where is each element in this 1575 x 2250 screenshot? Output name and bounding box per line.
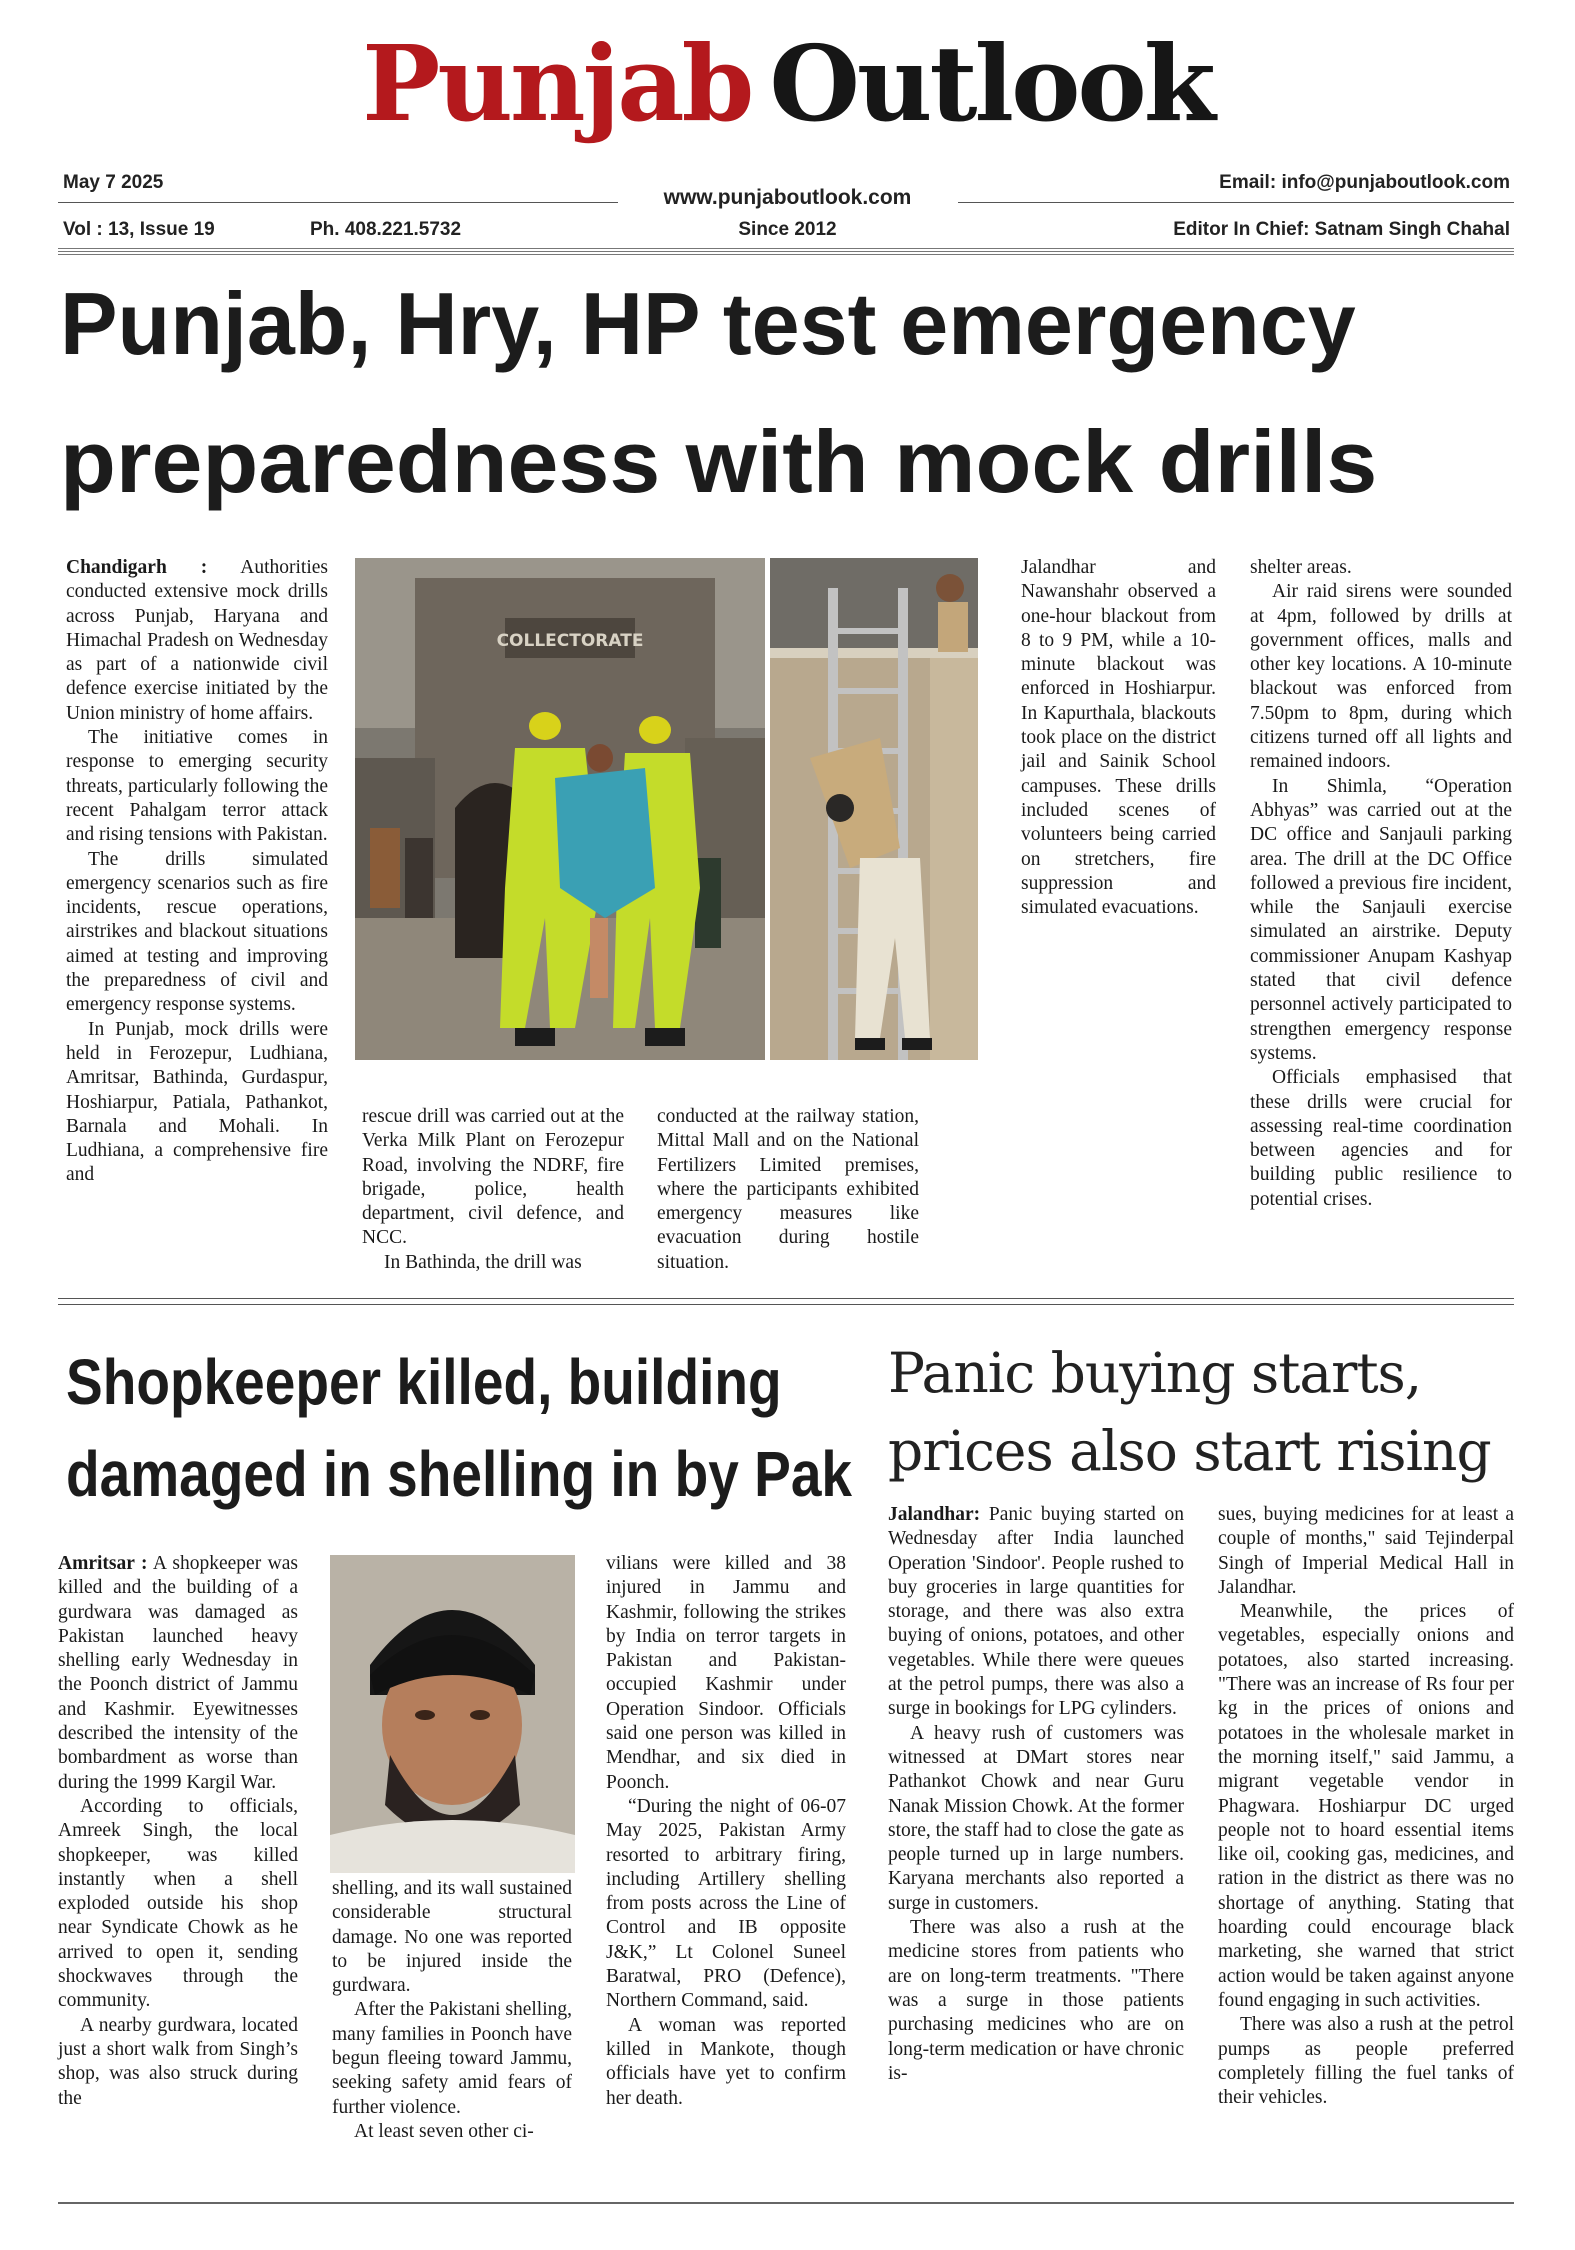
- story3-c1-p1: Panic buying started on Wednesday after India launched Operation 'Sindoor'. People rushed to buy groceries in large quantities for storage, and there was also extra buying of onions, potatoes, and other vegetables. While there were queues at the petrol pumps, there was also a surge in bookings for LPG cylinders.: [888, 1504, 1185, 1720]
- story1-c1-p4: In Punjab, mock drills were held in Ferozepur, Ludhiana, Amritsar, Bathinda, Gurdaspur, Hoshiarpur, Patiala, Pathankot, Barnala and Mohali. In Ludhiana, a comprehensive fire and: [66, 1018, 328, 1186]
- meta-rule-right: [958, 202, 1514, 203]
- story1-c5-p4: Officials emphasised that these drills were crucial for assessing real-time coordination between agencies and for building public resilience to potential crises.: [1250, 1067, 1512, 1210]
- story1-dateline: Chandigarh :: [66, 557, 208, 578]
- since-year: Since 2012: [738, 219, 837, 240]
- photo-amreek-singh: [330, 1555, 575, 1873]
- masthead-word-outlook: Outlook: [769, 22, 1213, 145]
- story2-c1-p3: A nearby gurdwara, located just a short walk from Singh’s shop, was also struck during the: [58, 2014, 298, 2109]
- story1-c2-p2: In Bathinda, the drill was: [384, 1251, 582, 1273]
- story2-c3-p2: “During the night of 06-07 May 2025, Pakistan Army resorted to arbitrary firing, including Artillery shelling from posts across the Line of Control and IB opposite J&K,” Lt Colonel Suneel Baratwal, PRO (Defence), Northern Command, said.: [606, 1795, 846, 2012]
- story1-headline-line2: preparedness with mock drills: [60, 412, 1378, 511]
- photo-police-ladder: [770, 558, 978, 1060]
- story2-column-1: [58, 1552, 298, 2111]
- story1-c2-p1: rescue drill was carried out at the Verka Milk Plant on Ferozepur Road, involving the NDRF, fire brigade, police, health department, civil defence, and NCC.: [362, 1106, 624, 1249]
- photo-collectorate-drill: [355, 558, 765, 1060]
- story3-c2-p1: sues, buying medicines for at least a couple of months," said Tejinderpal Singh of Imperial Medical Hall in Jalandhar.: [1218, 1504, 1514, 1598]
- story1-c5-p1: shelter areas.: [1250, 557, 1352, 578]
- volume-issue: Vol : 13, Issue 19: [63, 219, 215, 240]
- footer-rule: [58, 2202, 1514, 2204]
- story1-column-3: [657, 1105, 919, 1275]
- story3-headline-line2: prices also start rising: [888, 1419, 1491, 1483]
- masthead-word-punjab: Punjab: [362, 22, 752, 145]
- story1-c1-p3: The drills simulated emergency scenarios such as fire incidents, rescue operations, airstrikes and blackout situations aimed at testing and improving the preparedness of civil and emergency response systems.: [66, 848, 328, 1016]
- story1-column-4a: [1021, 556, 1216, 920]
- story2-c1-p2: According to officials, Amreek Singh, the local shopkeeper, was killed instantly when a shell exploded outside his shop near Syndicate Chowk as he arrived to open it, sending shockwaves through the community.: [58, 1795, 298, 2012]
- story2-column-3: [606, 1552, 846, 2111]
- story1-c1-p1: Authorities conducted extensive mock drills across Punjab, Haryana and Himachal Pradesh on Wednesday as part of a nationwide civil defence exercise initiated by the Union ministry of home affairs.: [66, 557, 328, 724]
- story3-column-1: [888, 1503, 1184, 2086]
- story2-headline-line2: damaged in shelling in by Pak: [66, 1438, 853, 1510]
- story2-c2-p1: shelling, and its wall sustained considerable structural damage. No one was reported to be injured inside the gurdwara.: [332, 1878, 572, 1997]
- story3-c1-p3: There was also a rush at the medicine stores from patients who are on long-term treatments. "There was a surge in those patients purchasing medicines who are on long-term medication or have chronic is-: [888, 1917, 1184, 2084]
- story2-c2-p2: After the Pakistani shelling, many families in Poonch have begun fleeing toward Jammu, seeking safety amid fears of further violence.: [332, 1999, 572, 2118]
- story3-dateline: Jalandhar:: [888, 1504, 981, 1525]
- phone-number: Ph. 408.221.5732: [310, 219, 462, 240]
- story3-c2-p3: There was also a rush at the petrol pumps as people preferred completely filling the fuel tanks of their vehicles.: [1218, 2014, 1514, 2109]
- story1-column-1: [66, 556, 328, 1188]
- story1-column-2: [362, 1105, 624, 1275]
- story3-headline-line1: Panic buying starts,: [888, 1341, 1422, 1405]
- story2-c3-p1: vilians were killed and 38 injured in Jammu and Kashmir, following the strikes by India on terror targets in Pakistan and Pakistan-occupied Kashmir under Operation Sindoor. Officials said one person was killed in Mendhar, and six died in Poonch.: [606, 1553, 846, 1793]
- story2-dateline: Amritsar :: [58, 1553, 148, 1574]
- email-link[interactable]: Email: info@punjaboutlook.com: [1219, 172, 1510, 193]
- story2-c1-p1: A shopkeeper was killed and the building of a gurdwara was damaged as Pakistan launched heavy shelling early Wednesday in the Poonch district of Jammu and Kashmir. Eyewitnesses described the intensity of the bombardment as worse than during the 1999 Kargil War.: [58, 1553, 298, 1793]
- story1-column-5: [1250, 556, 1512, 1212]
- masthead-divider: [58, 248, 1514, 257]
- story3-column-2: [1218, 1503, 1514, 2110]
- story1-c1-p2: The initiative comes in response to emerging security threats, particularly following the recent Pahalgam terror attack and rising tensions with Pakistan.: [66, 727, 328, 846]
- story2-c3-p3: A woman was reported killed in Mankote, though officials have yet to confirm her death.: [606, 2014, 846, 2109]
- section-divider: [58, 1298, 1514, 1305]
- editor-in-chief: Editor In Chief: Satnam Singh Chahal: [1173, 219, 1510, 240]
- meta-rule-left: [58, 202, 618, 203]
- story1-c5-p2: Air raid sirens were sounded at 4pm, followed by drills at government offices, malls and other key locations. A 10-minute blackout was enforced from 7.50pm to 8pm, during which citizens turned off all lights and remained indoors.: [1250, 581, 1512, 773]
- story2-column-2: [332, 1877, 572, 2144]
- story2-c2-p3: At least seven other ci-: [354, 2120, 534, 2142]
- collectorate-sign: COLLECTORATE: [496, 631, 644, 651]
- story1-c4-p1: Jalandhar and Nawanshahr observed a one-hour blackout from 8 to 9 PM, while a 10-minute blackout was enforced in Hoshiarpur. In Kapurthala, blackouts took place on the district jail and Sainik School campuses. These drills included scenes of volunteers being carried on stretchers, fire suppression and simulated evacuations.: [1021, 557, 1216, 919]
- story1-c3-p1: conducted at the railway station, Mittal Mall and on the National Fertilizers Limited premises, where the participants exhibited emergency measures like evacuation during hostile situation.: [657, 1106, 919, 1273]
- story2-headline-line1: Shopkeeper killed, building: [66, 1346, 782, 1418]
- masthead-logo: [0, 22, 1575, 145]
- story3-c2-p2: Meanwhile, the prices of vegetables, especially onions and potatoes, also started increasing. "There was an increase of Rs four per kg in the prices of onions and potatoes in the wholesale market in the morning itself," said Jammu, a migrant vegetable vendor in Phagwara. Hoshiarpur DC urged people not to hoard essential items like oil, cooking gas, medicines, and ration in the district as there was no shortage of anything. Stating that hoarding could encourage black marketing, she warned that strict action would be taken against anyone found engaging in such activities.: [1218, 1601, 1514, 2011]
- story1-c5-p3: In Shimla, “Operation Abhyas” was carried out at the DC office and Sanjauli parking area. The drill at the DC Office followed a previous fire incident, while the Sanjauli exercise simulated an airstrike. Deputy commissioner Anupam Kashyap stated that civil defence personnel actively participated to strengthen emergency response systems.: [1250, 775, 1512, 1064]
- website-link[interactable]: www.punjaboutlook.com: [663, 186, 912, 209]
- story1-headline-line1: Punjab, Hry, HP test emergency: [60, 274, 1356, 373]
- story3-c1-p2: A heavy rush of customers was witnessed at DMart stores near Pathankot Chowk and near Guru Nanak Mission Chowk. At the former store, the staff had to close the gate as people turned up in large numbers. Karyana merchants also reported a surge in customers.: [888, 1722, 1184, 1914]
- issue-date: May 7 2025: [63, 172, 164, 193]
